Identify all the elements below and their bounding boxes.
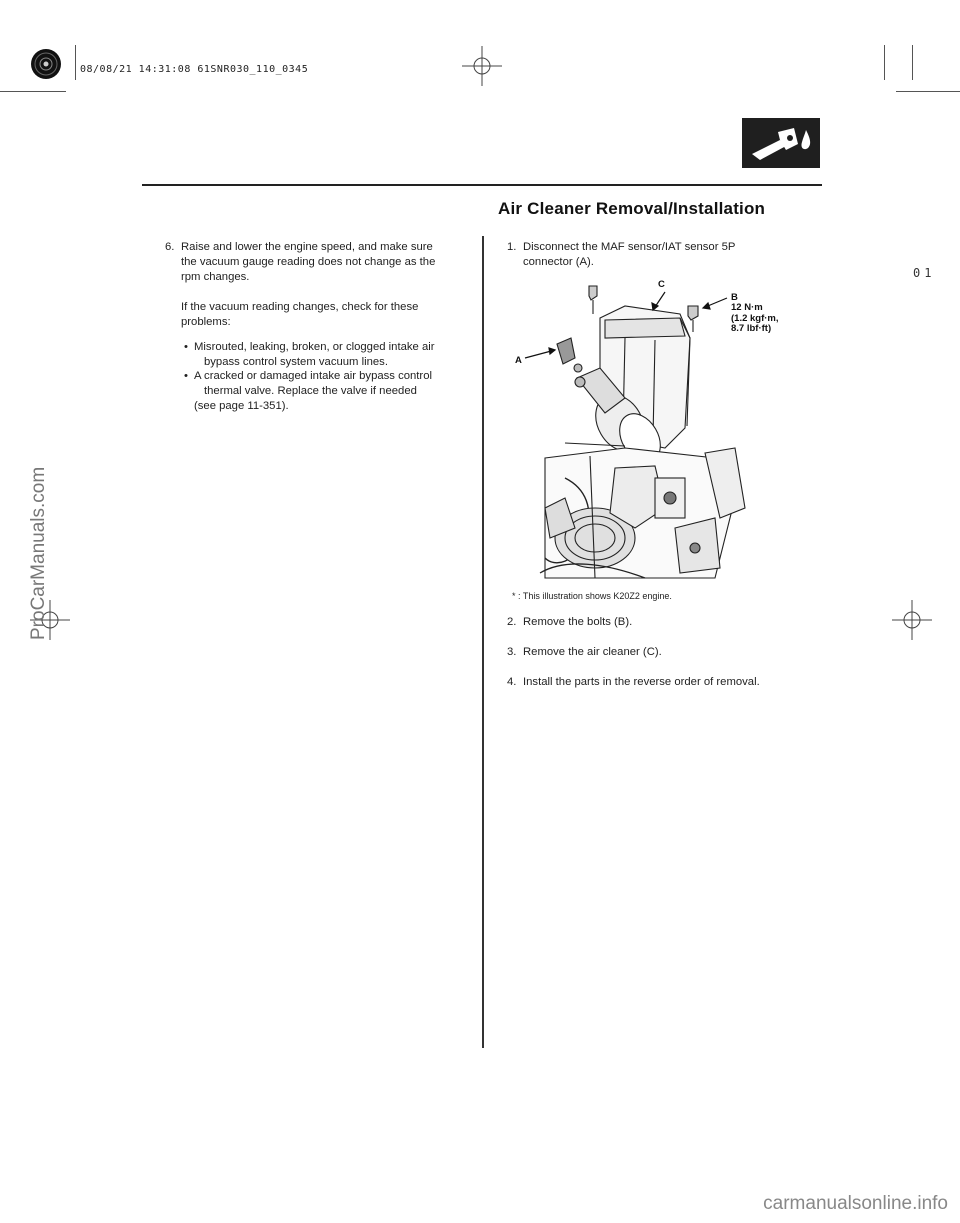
text-line: If the vacuum reading changes, check for these — [181, 301, 419, 313]
torque-spec — [731, 303, 779, 335]
text-line: connector (A). — [523, 256, 594, 268]
text-line: Raise and lower the engine speed, and make sure — [181, 241, 433, 253]
step-number: 2. — [507, 616, 517, 628]
callout-label-c: C — [658, 279, 665, 290]
torque-line: 12 N·m — [731, 302, 763, 313]
bullet-item: • Misrouted, leaking, broken, or clogged intake air bypass control system vacuum lines. — [184, 341, 435, 368]
step-text: Install the parts in the reverse order of removal. — [523, 676, 760, 688]
text-line: the vacuum gauge reading does not change as the — [181, 256, 436, 268]
bullet-item: • A cracked or damaged intake air bypass control thermal valve. Replace the valve if needed (see page 11-351). — [184, 370, 432, 412]
callout-label-a: A — [515, 355, 522, 366]
title-rule — [142, 184, 822, 186]
side-watermark-text: ProCarManuals.com — [28, 466, 49, 640]
page-tab: 01 — [913, 266, 936, 280]
text-line: thermal valve. Replace the valve if needed — [204, 385, 417, 397]
step-text: Remove the air cleaner (C). — [523, 646, 662, 658]
step-1 — [507, 240, 807, 272]
registration-dot-icon — [28, 46, 64, 82]
text-line: problems: — [181, 316, 231, 328]
step-text: Remove the bolts (B). — [523, 616, 633, 628]
text-line: A cracked or damaged intake air bypass control — [194, 370, 432, 382]
text-line: rpm changes. — [181, 271, 250, 283]
step-6-text — [181, 240, 435, 330]
step-number: 4. — [507, 676, 517, 688]
step-number: 3. — [507, 646, 517, 658]
torque-line: 8.7 lbf·ft) — [731, 323, 772, 334]
page-title: Air Cleaner Removal/Installation — [498, 199, 766, 218]
step-4 — [507, 675, 807, 690]
callout-label-b: B — [731, 292, 738, 303]
side-watermark — [28, 466, 49, 660]
step-number: 6. — [165, 241, 175, 253]
text-line: (see page 11-351). — [194, 400, 289, 412]
text-line: Disconnect the MAF sensor/IAT sensor 5P — [523, 241, 736, 253]
torque-line: (1.2 kgf·m, — [731, 312, 779, 324]
column-divider — [482, 236, 484, 1048]
illustration-note: * : This illustration shows K20Z2 engine. — [512, 591, 672, 601]
crosshair-top-icon — [462, 46, 502, 86]
footer-watermark: carmanualsonline.info — [763, 1193, 948, 1214]
step-3 — [507, 645, 807, 660]
step-2 — [507, 615, 807, 630]
fuel-system-section-icon — [742, 118, 820, 168]
print-stamp: 08/08/21 14:31:08 61SNR030_110_0345 — [80, 64, 309, 75]
text-line: Misrouted, leaking, broken, or clogged intake air — [194, 341, 435, 353]
text-line: bypass control system vacuum lines. — [204, 356, 388, 368]
crosshair-right-icon — [892, 600, 932, 640]
step-number: 1. — [507, 241, 517, 253]
